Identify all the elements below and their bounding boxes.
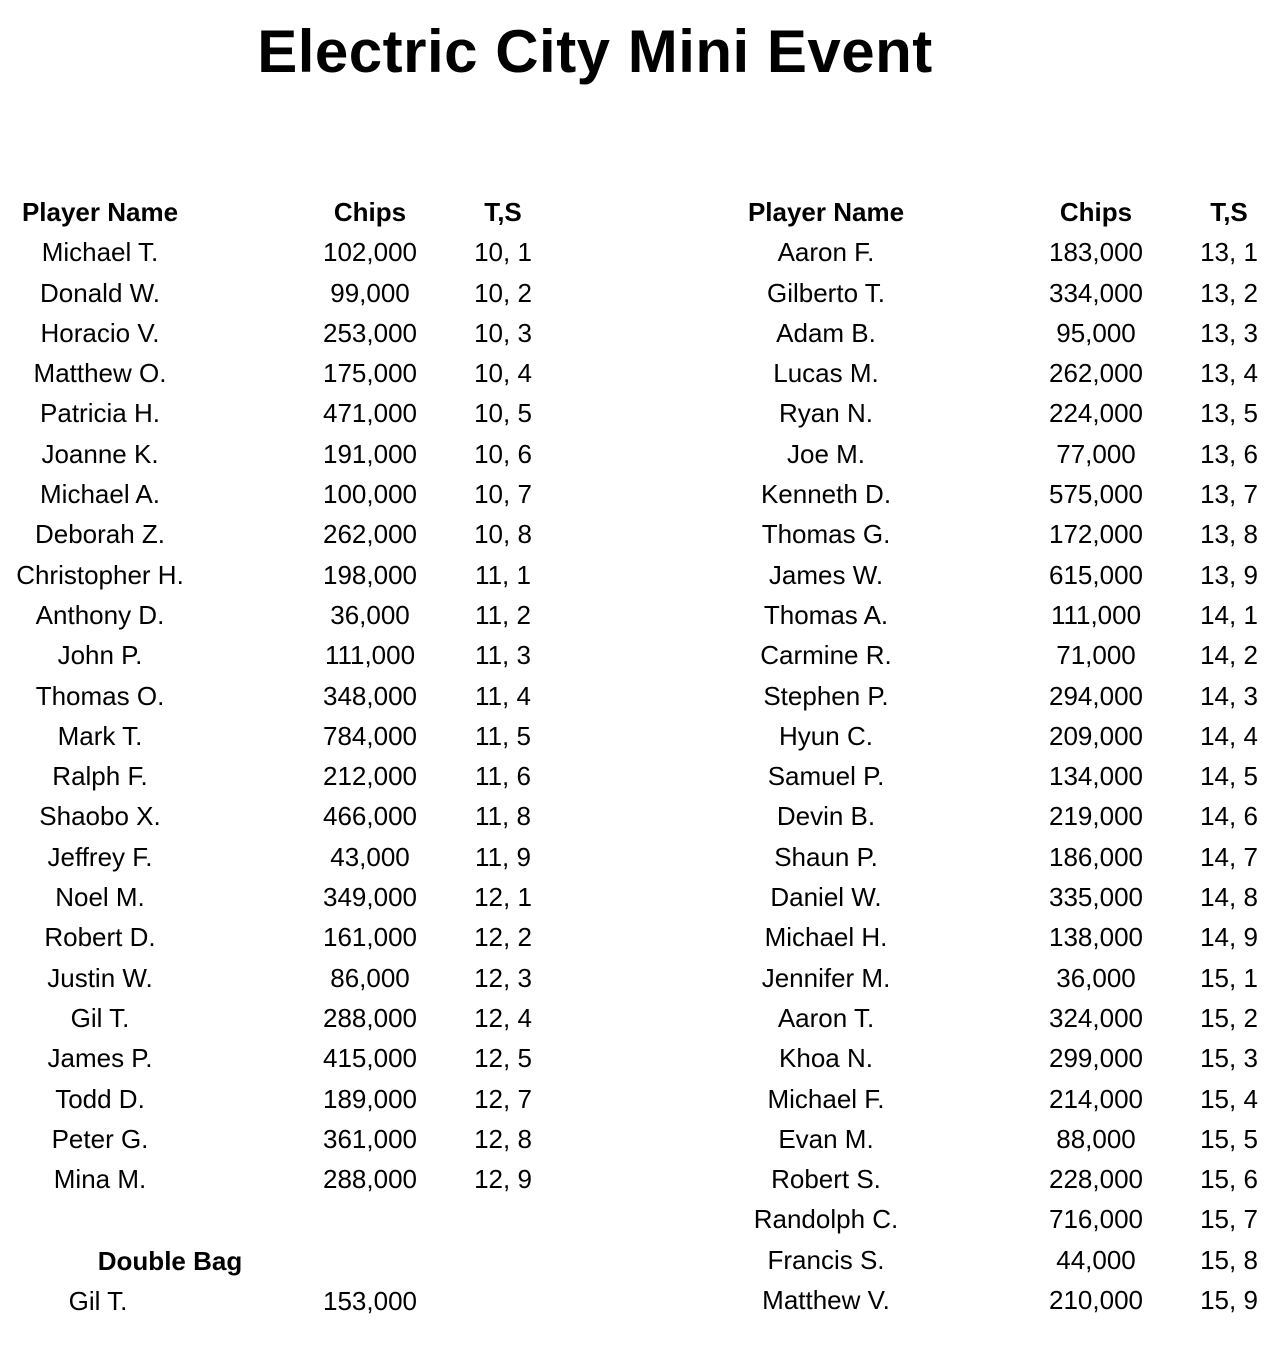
player-name: Gilberto T. bbox=[766, 277, 885, 308]
player-name: Noel M. bbox=[55, 882, 145, 913]
player-name: Jennifer M. bbox=[761, 962, 891, 993]
player-name: Daniel W. bbox=[770, 882, 882, 913]
player-name: Aaron T. bbox=[777, 1002, 875, 1033]
table-seat: 14, 4 bbox=[1200, 720, 1258, 751]
table-seat: 14, 1 bbox=[1200, 599, 1258, 630]
chip-count: 615,000 bbox=[1049, 559, 1143, 590]
chip-count: 288,000 bbox=[323, 1002, 417, 1033]
chip-count: 36,000 bbox=[1056, 962, 1136, 993]
double-bag-player-name: Gil T. bbox=[68, 1286, 128, 1316]
chip-count: 189,000 bbox=[323, 1083, 417, 1114]
player-name: Patricia H. bbox=[40, 398, 160, 429]
table-seat: 10, 8 bbox=[474, 519, 532, 550]
chip-count: 36,000 bbox=[330, 599, 410, 630]
player-name: Samuel P. bbox=[767, 761, 885, 792]
table-seat: 10, 2 bbox=[474, 277, 532, 308]
player-name: Khoa N. bbox=[779, 1043, 873, 1074]
table-seat: 15, 3 bbox=[1200, 1043, 1258, 1074]
player-name: Stephen P. bbox=[763, 680, 889, 711]
player-name: Jeffrey F. bbox=[47, 841, 153, 872]
player-name: Thomas G. bbox=[761, 519, 891, 550]
double-bag-heading: Double Bag bbox=[97, 1246, 243, 1276]
player-name: Hyun C. bbox=[779, 720, 873, 751]
chip-count: 95,000 bbox=[1056, 317, 1136, 348]
table-seat: 14, 9 bbox=[1200, 922, 1258, 953]
player-name: Ralph F. bbox=[52, 761, 148, 792]
table-seat: 11, 1 bbox=[475, 559, 531, 590]
player-name: Todd D. bbox=[55, 1083, 145, 1114]
chip-count: 100,000 bbox=[323, 479, 417, 510]
player-name: Thomas A. bbox=[763, 599, 889, 630]
player-name: Deborah Z. bbox=[34, 519, 166, 550]
chip-count: 716,000 bbox=[1049, 1204, 1143, 1235]
header-player-name: Player Name bbox=[747, 197, 905, 227]
player-name: Aaron F. bbox=[777, 237, 875, 268]
table-seat: 13, 2 bbox=[1200, 277, 1258, 308]
table-seat: 13, 6 bbox=[1200, 438, 1258, 469]
table-seat: 10, 1 bbox=[474, 237, 532, 268]
player-name: Joe M. bbox=[786, 438, 866, 469]
player-name: Matthew O. bbox=[33, 358, 167, 389]
player-name: Donald W. bbox=[40, 277, 160, 308]
table-seat: 11, 5 bbox=[475, 720, 531, 751]
table-seat: 13, 1 bbox=[1200, 237, 1258, 268]
table-seat: 15, 7 bbox=[1200, 1204, 1258, 1235]
player-name: Michael H. bbox=[764, 922, 888, 953]
player-name: Lucas M. bbox=[773, 358, 879, 389]
chip-count: 111,000 bbox=[324, 640, 416, 671]
table-seat: 15, 8 bbox=[1200, 1244, 1258, 1275]
player-name: Peter G. bbox=[51, 1123, 149, 1154]
player-name: Robert D. bbox=[44, 922, 156, 953]
table-seat: 13, 8 bbox=[1200, 519, 1258, 550]
table-seat: 12, 3 bbox=[474, 962, 532, 993]
table-seat: 10, 6 bbox=[474, 438, 532, 469]
player-name: John P. bbox=[57, 640, 143, 671]
table-seat: 13, 5 bbox=[1200, 398, 1258, 429]
table-seat: 11, 3 bbox=[475, 640, 531, 671]
chip-count: 86,000 bbox=[330, 962, 410, 993]
player-name: Adam B. bbox=[776, 317, 876, 348]
chip-count: 324,000 bbox=[1049, 1002, 1143, 1033]
chip-count: 186,000 bbox=[1049, 841, 1143, 872]
player-name: Horacio V. bbox=[40, 317, 160, 348]
table-seat: 12, 9 bbox=[474, 1164, 532, 1195]
player-name: Gil T. bbox=[70, 1002, 130, 1033]
chip-count: 172,000 bbox=[1049, 519, 1143, 550]
player-name: Evan M. bbox=[778, 1123, 874, 1154]
player-name: Michael A. bbox=[40, 479, 160, 510]
chip-count: 415,000 bbox=[323, 1043, 417, 1074]
table-seat: 15, 4 bbox=[1200, 1083, 1258, 1114]
chip-count: 198,000 bbox=[323, 559, 417, 590]
table-seat: 10, 5 bbox=[474, 398, 532, 429]
chip-count: 111,000 bbox=[1050, 599, 1142, 630]
chip-count: 575,000 bbox=[1049, 479, 1143, 510]
chip-count: 183,000 bbox=[1049, 237, 1143, 268]
header-chips: Chips bbox=[333, 197, 407, 227]
header-table-seat: T,S bbox=[484, 197, 522, 227]
chip-count: 262,000 bbox=[323, 519, 417, 550]
chip-count: 288,000 bbox=[323, 1164, 417, 1195]
table-seat: 13, 3 bbox=[1200, 317, 1258, 348]
player-name: James P. bbox=[47, 1043, 153, 1074]
chip-count: 471,000 bbox=[323, 398, 417, 429]
player-name: James W. bbox=[768, 559, 884, 590]
chip-count: 138,000 bbox=[1049, 922, 1143, 953]
table-seat: 14, 7 bbox=[1200, 841, 1258, 872]
table-seat: 12, 5 bbox=[474, 1043, 532, 1074]
chip-count: 224,000 bbox=[1049, 398, 1143, 429]
chip-count: 466,000 bbox=[323, 801, 417, 832]
chip-count: 209,000 bbox=[1049, 720, 1143, 751]
chip-count: 253,000 bbox=[323, 317, 417, 348]
chip-count: 210,000 bbox=[1049, 1285, 1143, 1316]
player-name: Ryan N. bbox=[779, 398, 873, 429]
player-name: Michael T. bbox=[41, 237, 159, 268]
table-seat: 12, 2 bbox=[474, 922, 532, 953]
player-name: Mina M. bbox=[53, 1164, 147, 1195]
table-seat: 11, 4 bbox=[475, 680, 531, 711]
chip-count: 44,000 bbox=[1056, 1244, 1136, 1275]
chip-count: 43,000 bbox=[330, 841, 410, 872]
player-name: Carmine R. bbox=[760, 640, 892, 671]
chip-count: 349,000 bbox=[323, 882, 417, 913]
player-name: Michael F. bbox=[767, 1083, 885, 1114]
table-seat: 10, 3 bbox=[474, 317, 532, 348]
table-seat: 13, 7 bbox=[1200, 479, 1258, 510]
table-seat: 11, 2 bbox=[475, 599, 531, 630]
table-seat: 11, 9 bbox=[475, 841, 531, 872]
player-name: Anthony D. bbox=[35, 599, 165, 630]
player-name: Christopher H. bbox=[16, 559, 184, 590]
table-seat: 13, 9 bbox=[1200, 559, 1258, 590]
chip-count: 335,000 bbox=[1049, 882, 1143, 913]
chip-count: 134,000 bbox=[1049, 761, 1143, 792]
player-name: Justin W. bbox=[47, 962, 153, 993]
table-seat: 10, 7 bbox=[474, 479, 532, 510]
chip-count: 299,000 bbox=[1049, 1043, 1143, 1074]
table-seat: 15, 1 bbox=[1200, 962, 1258, 993]
chip-count: 212,000 bbox=[323, 761, 417, 792]
header-table-seat: T,S bbox=[1210, 197, 1248, 227]
table-seat: 14, 2 bbox=[1200, 640, 1258, 671]
chip-count: 294,000 bbox=[1049, 680, 1143, 711]
chip-count: 361,000 bbox=[323, 1123, 417, 1154]
chip-count: 784,000 bbox=[323, 720, 417, 751]
table-seat: 12, 8 bbox=[474, 1123, 532, 1154]
double-bag-chips: 153,000 bbox=[323, 1286, 417, 1316]
header-chips: Chips bbox=[1059, 197, 1133, 227]
table-seat: 14, 5 bbox=[1200, 761, 1258, 792]
table-seat: 14, 6 bbox=[1200, 801, 1258, 832]
player-name: Mark T. bbox=[57, 720, 143, 751]
player-name: Shaun P. bbox=[774, 841, 878, 872]
table-seat: 15, 6 bbox=[1200, 1164, 1258, 1195]
table-seat: 15, 5 bbox=[1200, 1123, 1258, 1154]
chip-count: 71,000 bbox=[1056, 640, 1136, 671]
player-name: Randolph C. bbox=[753, 1204, 899, 1235]
table-seat: 13, 4 bbox=[1200, 358, 1258, 389]
page-title: Electric City Mini Event bbox=[257, 18, 933, 85]
player-name: Joanne K. bbox=[41, 438, 159, 469]
table-seat: 11, 6 bbox=[475, 761, 531, 792]
player-name: Devin B. bbox=[776, 801, 876, 832]
player-name: Kenneth D. bbox=[760, 479, 892, 510]
player-name: Shaobo X. bbox=[39, 801, 161, 832]
table-seat: 10, 4 bbox=[474, 358, 532, 389]
header-player-name: Player Name bbox=[21, 197, 179, 227]
chip-count: 219,000 bbox=[1049, 801, 1143, 832]
chip-count: 348,000 bbox=[323, 680, 417, 711]
table-seat: 14, 8 bbox=[1200, 882, 1258, 913]
table-seat: 11, 8 bbox=[475, 801, 531, 832]
table-seat: 12, 1 bbox=[474, 882, 532, 913]
table-seat: 14, 3 bbox=[1200, 680, 1258, 711]
chip-count: 161,000 bbox=[323, 922, 417, 953]
chip-count: 214,000 bbox=[1049, 1083, 1143, 1114]
table-seat: 12, 4 bbox=[474, 1002, 532, 1033]
table-seat: 15, 9 bbox=[1200, 1285, 1258, 1316]
table-seat: 12, 7 bbox=[474, 1083, 532, 1114]
chip-count: 228,000 bbox=[1049, 1164, 1143, 1195]
player-name: Matthew V. bbox=[762, 1285, 890, 1316]
player-name: Robert S. bbox=[771, 1164, 881, 1195]
player-name: Thomas O. bbox=[35, 680, 165, 711]
chip-count: 88,000 bbox=[1056, 1123, 1136, 1154]
chip-count: 334,000 bbox=[1049, 277, 1143, 308]
chip-count: 175,000 bbox=[323, 358, 417, 389]
chip-count: 99,000 bbox=[330, 277, 410, 308]
player-name: Francis S. bbox=[767, 1244, 885, 1275]
chip-count: 262,000 bbox=[1049, 358, 1143, 389]
chip-count: 77,000 bbox=[1056, 438, 1136, 469]
chip-count: 102,000 bbox=[323, 237, 417, 268]
chip-count: 191,000 bbox=[323, 438, 417, 469]
table-seat: 15, 2 bbox=[1200, 1002, 1258, 1033]
